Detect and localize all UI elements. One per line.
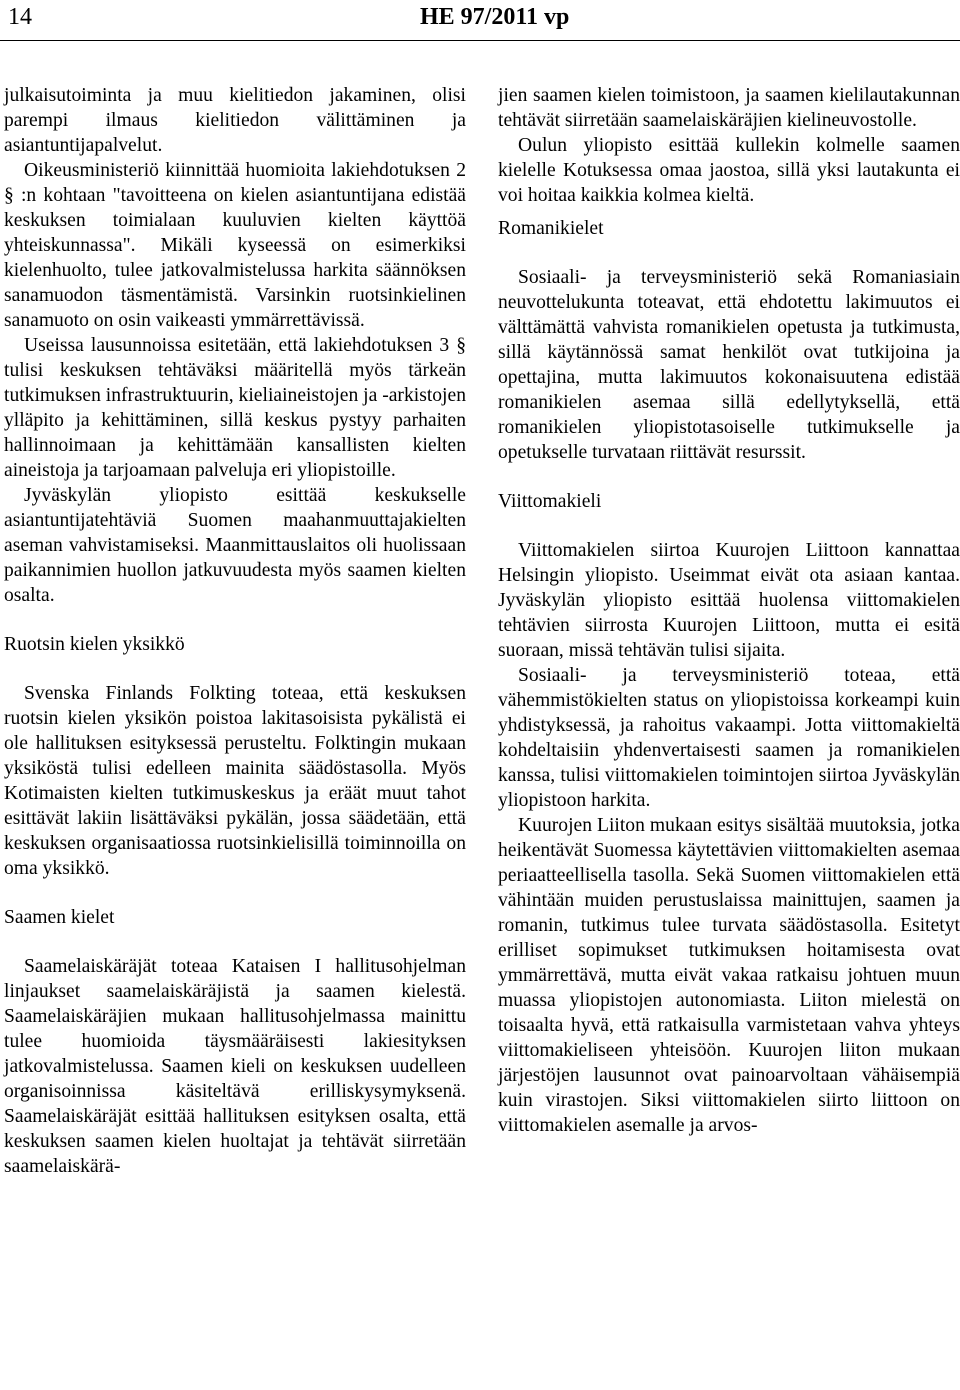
paragraph: Sosiaali- ja terveysministeriö sekä Romaniasiain neuvottelukunta toteavat, että ehdotettu lakimuutos ei välttämättä vahvista romanikielen opetusta ja tutkimusta, sillä käytännössä samat henkilöt ovat tutkijoina ja opettajina, mutta lakimuutos kokonaisuutena edistää romanikielen asemaa sillä edellytyksellä, että romanikielen yliopistotasoiselle tutkimukselle ja opetukselle turvataan riittävät resurssit. [498,267,960,463]
paragraph: Svenska Finlands Folkting toteaa, että keskuksen ruotsin kielen yksikön poistoa lakitasoisista pykälistä ei ole hallituksen esityksessä perusteltu. Folktingin mukaan yksiköstä tulisi edelleen mainita säädöstasolla. Myös Kotimaisten kielten tutkimuskeskus ja eräät muut tahot esittävät lakiin lisättäväksi pykälän, jossa säädetään, että keskuksen organisaatiossa ruotsinkielisillä toiminnoilla on oma yksikkö. [4,683,466,879]
paragraph: Oulun yliopisto esittää kullekin kolmelle saamen kielelle Kotuksessa omaa jaostoa, sillä yksi lautakunta ei voi hoitaa kaikkia kolmea kieltä. [498,135,960,206]
section-heading: Romanikielet [498,218,604,239]
right-column [498,83,960,1138]
document-id: HE 97/2011 vp [420,4,570,30]
section-heading: Viittomakieli [498,491,602,512]
paragraph: Kuurojen Liiton mukaan esitys sisältää muutoksia, jotka heikentävät Suomessa käytettävien viittomakielten asemaa periaatteellisella tasolla. Sekä Suomen viittomakielen että vähintään muiden perustuslaissa mainittujen, saamen ja romanin, tutkimus tulee turvata säädöstasolla. Esitetyt erilliset sopimukset tutkimuksen hoitamisesta ovat ymmärrettävä, mutta eivät vakaa ratkaisu johtuen muun muassa yliopistojen autonomiasta. Liiton mielestä on toisaalta hyvä, että ratkaisulla varmistetaan vahva yhteys viittomakieliseen yhteisöön. Kuurojen liiton mukaan järjestöjen lausunnot ovat painoarvoltaan vähäisempiä kuin virastojen. Siksi viittomakielen siirto liittoon on viittomakielen asemalle ja arvos- [498,815,960,1136]
paragraph: jien saamen kielen toimistoon, ja saamen kielilautakunnan tehtävät siirretään saamelaiskäräjien kielineuvostolle. [498,85,960,131]
paragraph: Jyväskylän yliopisto esittää keskukselle asiantuntijatehtäviä Suomen maahanmuuttajakielten aseman vahvistamiseksi. Maanmittauslaitos oli huolissaan paikannimien huollon jatkuvuudesta myös saamen kielten osalta. [4,485,466,606]
paragraph: julkaisutoiminta ja muu kielitiedon jakaminen, olisi parempi ilmaus kielitiedon välittäminen ja asiantuntijapalvelut. [4,85,466,156]
paragraph: Sosiaali- ja terveysministeriö toteaa, että vähemmistökielten status on yliopistoissa korkeampi kuin yhdistyksessä, ja rahoitus vakaampi. Jotta viittomakieltä kohdeltaisiin yhdenvertaisesti saamen ja romanikielen kanssa, tulisi viittomakielen toimintojen siirtoa Jyväskylän yliopistoon harkita. [498,665,960,811]
paragraph: Useissa lausunnoissa esitetään, että lakiehdotuksen 3 § tulisi keskuksen tehtäväksi määritellä myös tärkeän tutkimuksen infrastruktuurin, kieliaineistojen ja -arkistojen ylläpito ja kehittäminen, sillä keskus pystyy parhaiten hallinnoimaan ja kehittämään kansallisten kielten aineistoja ja tarjoamaan palveluja eri yliopistoille. [4,335,466,481]
section-heading: Ruotsin kielen yksikkö [4,634,185,655]
left-column [4,83,466,1179]
page-number: 14 [8,4,32,30]
paragraph: Saamelaiskäräjät toteaa Kataisen I hallitusohjelman linjaukset saamelaiskäräjistä ja saamen kielestä. Saamelaiskäräjien mukaan hallitusohjelmassa mainittu tulee huomioida täysmääräisesti lakiesityksen jatkovalmistelussa. Saamen kieli on keskuksen uudelleen organisoinnissa käsiteltävä erilliskysymyksenä. Saamelaiskäräjät esittää hallituksen esityksen osalta, että keskuksen saamen kielen huoltajat ja tehtävät siirretään saamelaiskärä- [4,956,466,1177]
header-rule [0,40,960,41]
paragraph: Oikeusministeriö kiinnittää huomioita lakiehdotuksen 2 § :n kohtaan "tavoitteena on kielen asiantuntijana edistää keskuksen toimialaan kuuluvien kielten käyttöä yhteiskunnassa". Mikäli kyseessä on esimerkiksi kielenhuolto, tulee jatkovalmistelussa harkita säännöksen sanamuodon täsmentämistä. Varsinkin ruotsinkielinen sanamuoto on osin vaikeasti ymmärrettävissä. [4,160,466,331]
paragraph: Viittomakielen siirtoa Kuurojen Liittoon kannattaa Helsingin yliopisto. Useimmat eivät ota asiaan kantaa. Jyväskylän yliopisto esittää huolensa viittomakielen tehtävien siirrosta Kuurojen Liittoon, mutta ei esitä suoraan, missä tehtävän tulisi sijaita. [498,540,960,661]
section-heading: Saamen kielet [4,907,115,928]
